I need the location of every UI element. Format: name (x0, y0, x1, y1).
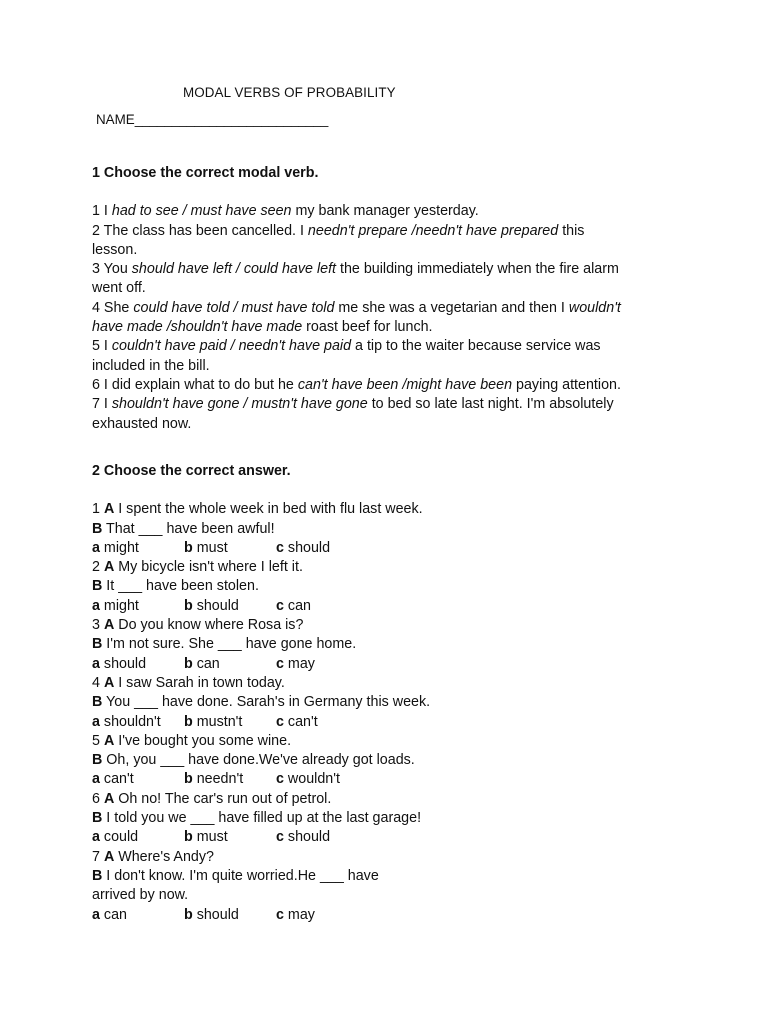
s2-options (92, 828, 682, 847)
s2-item-5 (92, 732, 682, 790)
option-c[interactable]: c can't (276, 713, 318, 730)
s2-line-b: B I told you we ___ have filled up at the last garage! (92, 810, 422, 827)
s1-item-1: 1 I had to see / must have seen my bank manager yesterday. (92, 203, 479, 220)
s1-item-6: 6 I did explain what to do but he can't have been /might have been paying attention. (92, 376, 621, 393)
s2-item-2 (92, 558, 682, 616)
s2-line-a: 7 A Where's Andy? (92, 848, 214, 865)
option-a[interactable]: a might (92, 539, 139, 556)
s2-item-6 (92, 790, 682, 848)
s2-line-a: 6 A Oh no! The car's run out of petrol. (92, 790, 332, 807)
s2-line-a: 4 A I saw Sarah in town today. (92, 674, 285, 691)
option-b[interactable]: b must (184, 829, 228, 846)
s2-line-b: B That ___ have been awful! (92, 520, 275, 537)
s2-line-a: 1 A I spent the whole week in bed with flu last week. (92, 501, 423, 518)
option-a[interactable]: a can't (92, 771, 134, 788)
s2-options (92, 906, 682, 925)
s2-options (92, 655, 682, 674)
option-c[interactable]: c wouldn't (276, 771, 340, 788)
section-1 (92, 164, 682, 434)
option-b[interactable]: b needn't (184, 771, 244, 788)
option-b[interactable]: b must (184, 539, 228, 556)
option-b[interactable]: b can (184, 655, 220, 672)
s2-line-b: B You ___ have done. Sarah's in Germany this week. (92, 694, 431, 711)
s1-item-4: 4 She could have told / must have told me she was a vegetarian and then I wouldn't have made /shouldn't have made roast beef for lunch. (92, 299, 621, 336)
s1-item-5: 5 I couldn't have paid / needn't have paid a tip to the waiter because service was included in the bill. (92, 338, 601, 374)
s2-item-1 (92, 500, 682, 558)
s2-line-b: B Oh, you ___ have done.We've already got loads. (92, 752, 415, 769)
option-a[interactable]: a should (92, 655, 147, 672)
s2-options (92, 770, 682, 789)
option-b[interactable]: b should (184, 906, 239, 923)
s2-item-7: 7 A Where's Andy? B I don't know. I'm quite worried.He ___ have arrived by now. a can b should c may (92, 848, 682, 925)
option-c[interactable]: c should (276, 539, 331, 556)
option-a[interactable]: a could (92, 829, 139, 846)
s2-options (92, 713, 682, 732)
worksheet-title: MODAL VERBS OF PROBABILITY (183, 85, 396, 100)
s1-item-7: 7 I shouldn't have gone / mustn't have gone to bed so late last night. I'm absolutely exhausted now. (92, 396, 614, 432)
option-c[interactable]: c can (276, 597, 311, 614)
option-c[interactable]: c may (276, 655, 315, 672)
s2-line-a: 3 A Do you know where Rosa is? (92, 617, 304, 634)
section-2 (92, 462, 682, 925)
s2-line-b: B It ___ have been stolen. (92, 578, 259, 595)
option-c[interactable]: c should (276, 829, 331, 846)
s2-line-a: 2 A My bicycle isn't where I left it. (92, 559, 303, 576)
s2-item-4 (92, 674, 682, 732)
s1-item-2: 2 The class has been cancelled. I needn't prepare /needn't have prepared this lesson. (92, 222, 585, 258)
option-c[interactable]: c may (276, 906, 315, 923)
name-field-label: NAME__________________________ (96, 112, 329, 127)
s1-item-3: 3 You should have left / could have left the building immediately when the fire alarm went off. (92, 261, 619, 297)
section-1-heading: 1 Choose the correct modal verb. (92, 165, 319, 181)
s2-options (92, 597, 682, 616)
s2-options (92, 539, 682, 558)
s2-line-b: B I don't know. I'm quite worried.He ___ have (92, 867, 379, 884)
s2-line-b: B I'm not sure. She ___ have gone home. (92, 636, 357, 653)
s2-item-3 (92, 616, 682, 674)
option-b[interactable]: b mustn't (184, 713, 243, 730)
section-2-heading: 2 Choose the correct answer. (92, 463, 291, 479)
option-a[interactable]: a shouldn't (92, 713, 161, 730)
option-a[interactable]: a might (92, 597, 139, 614)
option-a[interactable]: a can (92, 906, 127, 923)
option-b[interactable]: b should (184, 597, 239, 614)
s2-line-a: 5 A I've bought you some wine. (92, 732, 292, 749)
